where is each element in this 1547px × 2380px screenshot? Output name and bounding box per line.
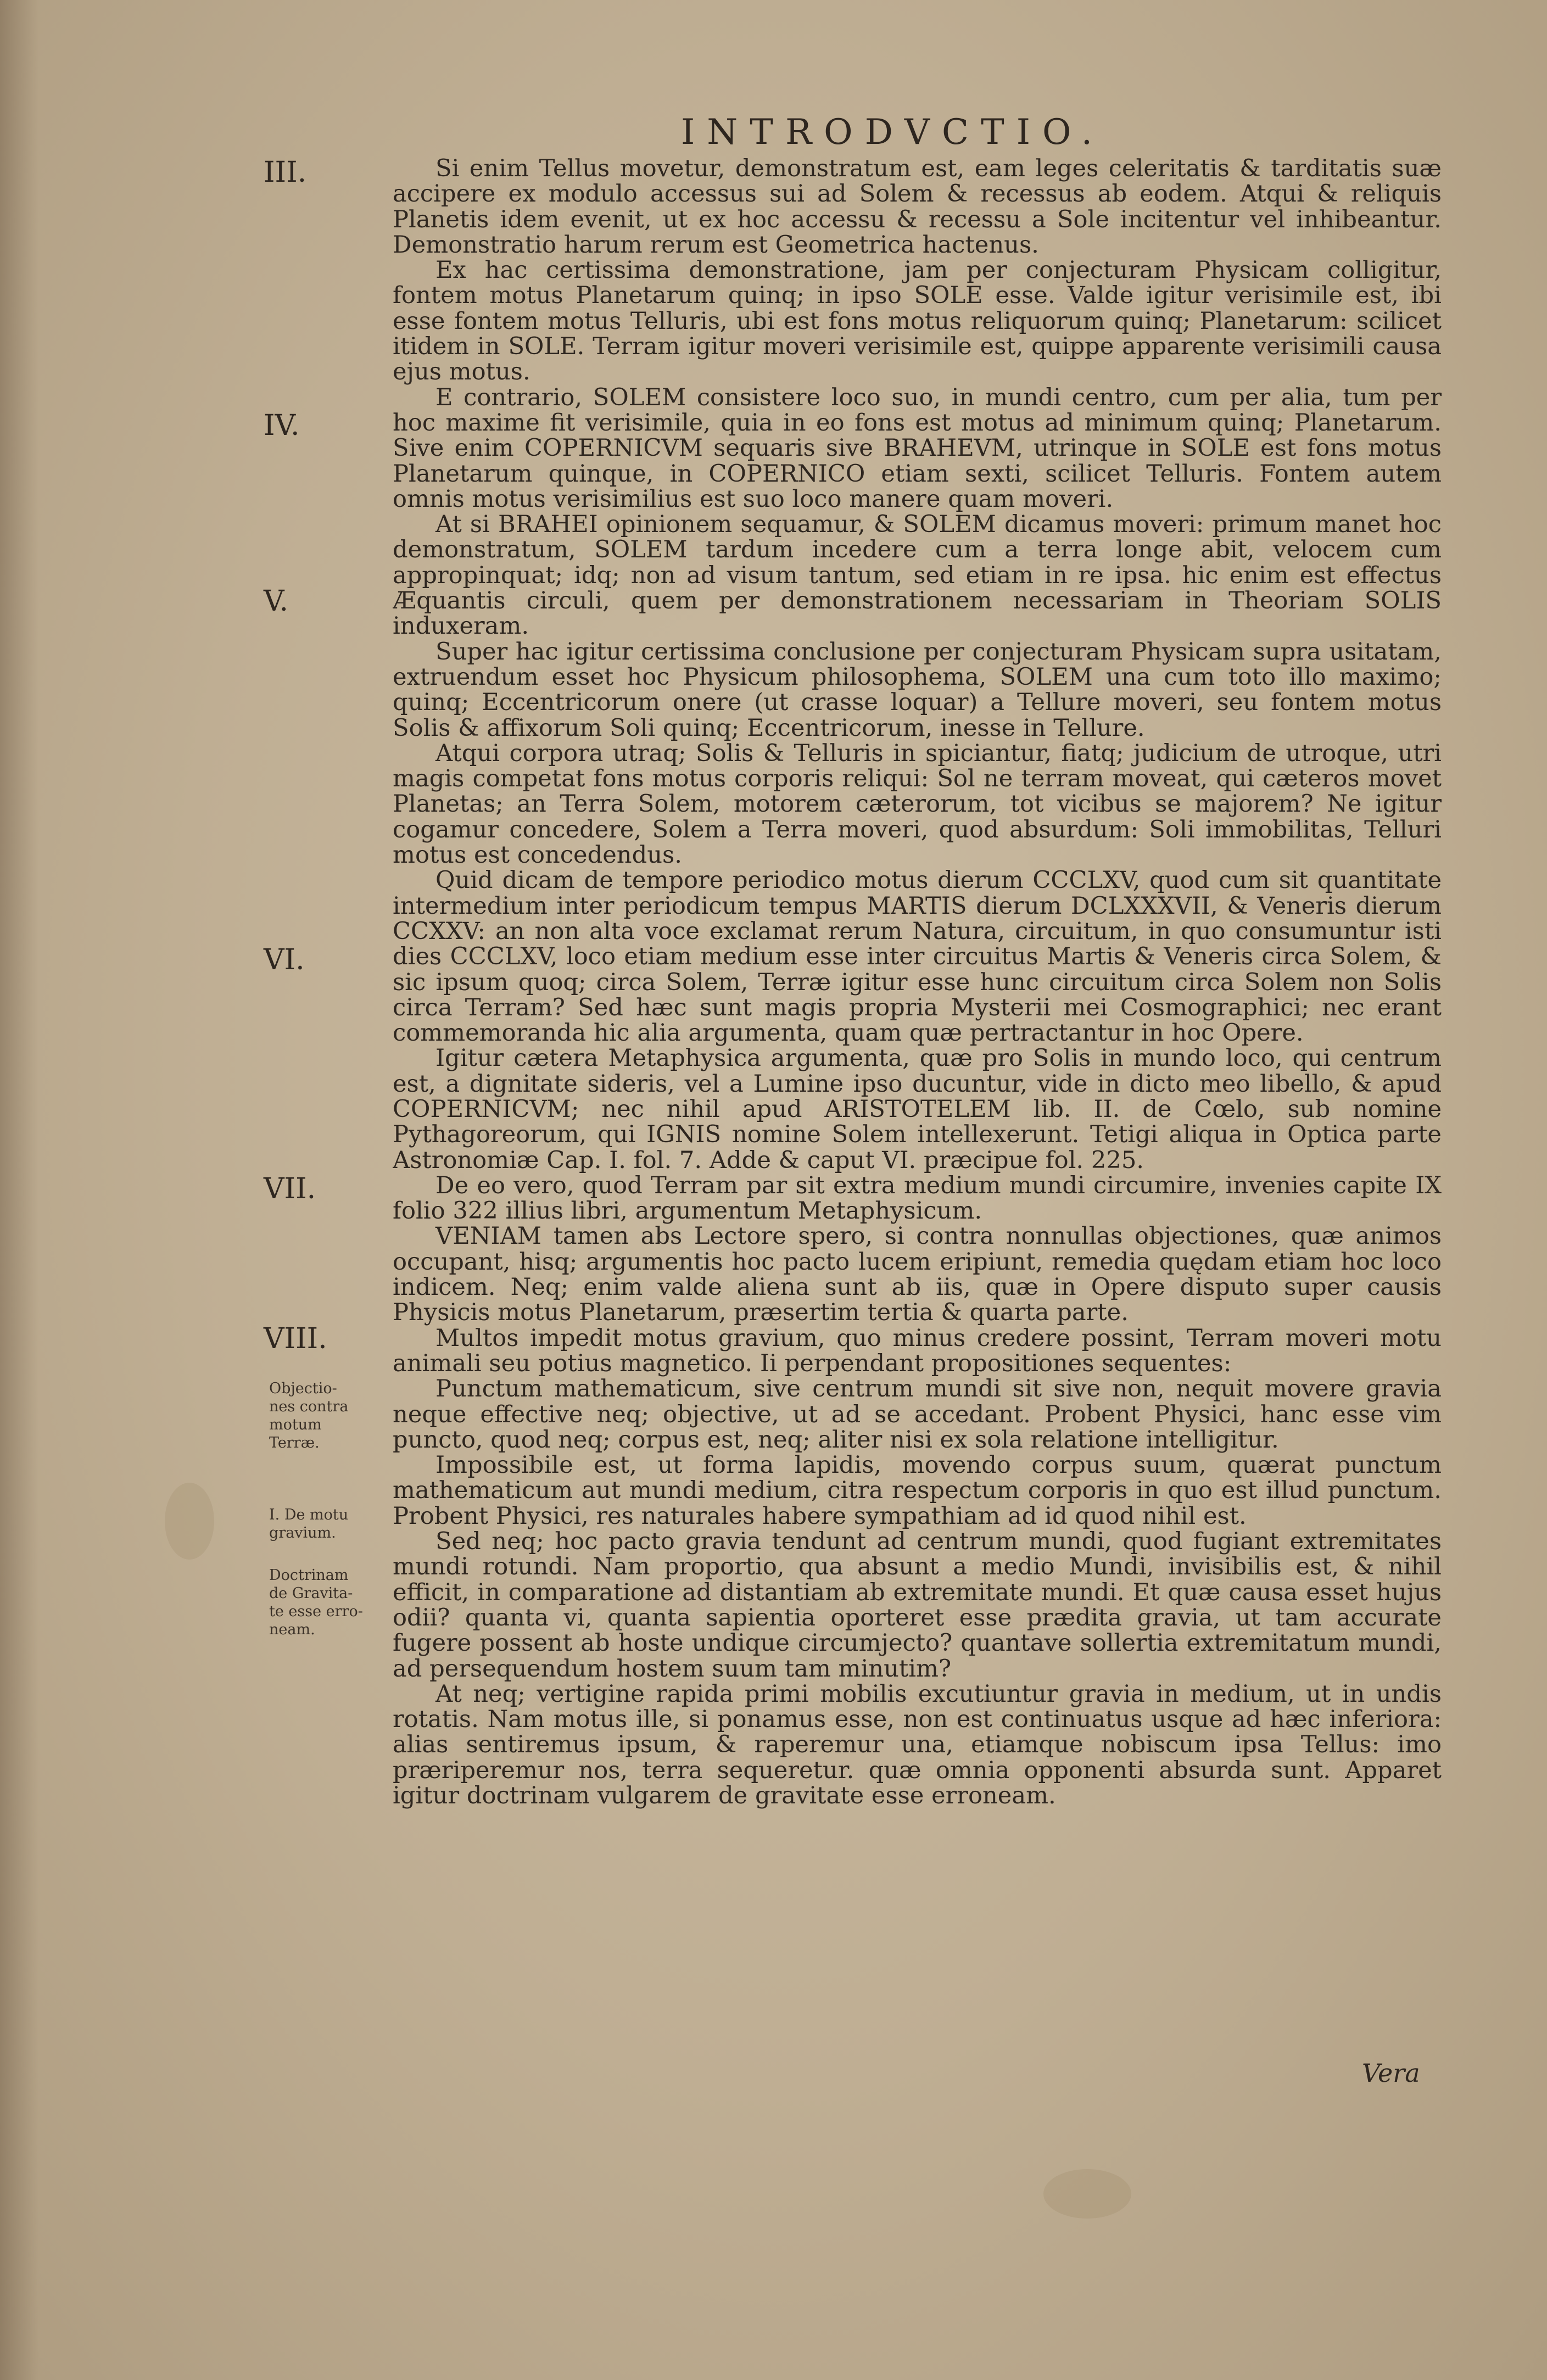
body-text bbox=[393, 156, 1442, 2067]
paragraph: De eo vero, quod Terram par sit extra medium mundi circumire, invenies capite IX folio 322 illius libri, argumentum Metaphysicum. bbox=[393, 1171, 1442, 1225]
margin-number-iii: III. bbox=[264, 156, 307, 189]
paragraph: Punctum mathematicum, sive centrum mundi sit sive non, nequit movere gravia neque effective neq; objective, ut ad se accedant. Probent Physici, hanc esse vim puncto, quod neq; corpus est, neq; aliter nisi ex sola relatione intelligitur. bbox=[393, 1375, 1442, 1454]
paper-stain bbox=[1043, 2169, 1131, 2219]
paragraph: Impossibile est, ut forma lapidis, movendo corpus suum, quærat punctum mathematicum aut mundi medium, citra respectum corporis in quo est illud punctum. Probent Physici, res naturales habere sympathiam ad id quod nihil est. bbox=[393, 1451, 1442, 1530]
margin-note-objectiones: Objectio- nes contra motum Terræ. bbox=[269, 1380, 349, 1451]
paragraph: Super hac igitur certissima conclusione per conjecturam Physicam supra usitatam, extruendum esset hoc Physicum philosophema, SOLEM una cum toto illo maximo; quinq; Eccentricorum onere (ut crasse loquar) a Tellure moveri, seu fontem motus Solis & affixorum Soli quinq; Eccentricorum, inesse in Tellure. bbox=[393, 638, 1442, 742]
running-header: INTRODVCTIO. bbox=[681, 112, 1105, 153]
paragraph: At neq; vertigine rapida primi mobilis excutiuntur gravia in medium, ut in undis rotatis. Nam motus ille, si ponamus esse, non est continuatus usque ad hæc inferiora: alias sentiremus ipsum, & raperemur una, etiamque nobiscum ipsa Tellus: imo præriperemur nos, terra sequeretur. quæ omnia opponenti absurda sunt. Apparet igitur doctrinam vulgarem de gravitate esse erroneam. bbox=[393, 1680, 1442, 1809]
page-edge-shadow bbox=[0, 0, 38, 2380]
margin-number-vii: VII. bbox=[264, 1172, 316, 1205]
catchword: Vera bbox=[1362, 2058, 1420, 2088]
paragraph: At si BRAHEI opinionem sequamur, & SOLEM dicamus moveri: primum manet hoc demonstratum, SOLEM tardum incedere cum a terra longe abit, velocem cum appropinquat; idq; non ad visum tantum, sed etiam in re ipsa. hic enim est effectus Æquantis circuli, quem per demonstrationem necessariam in Theoriam SOLIS induxeram. bbox=[393, 511, 1442, 640]
paper-stain bbox=[165, 1483, 214, 1560]
paragraph: Ex hac certissima demonstratione, jam per conjecturam Physicam colligitur, fontem motus Planetarum quinq; in ipso SOLE esse. Valde igitur verisimile est, ibi esse fontem motus Telluris, ubi est fons motus reliquorum quinq; Planetarum: scilicet itidem in SOLE. Terram igitur moveri verisimile est, quippe apparente verisimili causa ejus motus. bbox=[393, 256, 1442, 386]
margin-number-vi: VI. bbox=[264, 943, 305, 976]
margin-note-motu-gravium: I. De motu gravium. bbox=[269, 1506, 349, 1541]
paragraph: E contrario, SOLEM consistere loco suo, in mundi centro, cum per alia, tum per hoc maxime fit verisimile, quia in eo fons est motus ad minimum quinq; Planetarum. Sive enim COPERNICVM sequaris sive BRAHEVM, utrinque in SOLE est fons motus Planetarum quinque, in COPERNICO etiam sexti, scilicet Telluris. Fontem autem omnis motus verisimilius est suo loco manere quam moveri. bbox=[393, 383, 1442, 513]
margin-note-doctrinam: Doctrinam de Gravita- te esse erro- neam. bbox=[269, 1567, 363, 1638]
margin-number-v: V. bbox=[264, 585, 288, 618]
paragraph: Sed neq; hoc pacto gravia tendunt ad centrum mundi, quod fugiant extremitates mundi rotundi. Nam proportio, qua absunt a medio Mundi, invisibilis est, & nihil efficit, in comparatione ad distantiam ab extremitate mundi. Et quæ causa esset hujus odii? quanta vi, quanta sapientia oporteret esse prædita gravia, ut tam accurate fugere possent ab hoste undique circumjecto? quantave sollertia extremitatum mundi, ad persequendum hostem suum tam minutim? bbox=[393, 1528, 1442, 1683]
paragraph: Atqui corpora utraq; Solis & Telluris in spiciantur, fiatq; judicium de utroque, utri magis competat fons motus corporis reliqui: Sol ne terram moveat, qui cæteros movet Planetas; an Terra Solem, motorem cæterorum, tot vicibus se majorem? Ne igitur cogamur concedere, Solem a Terra moveri, quod absurdum: Soli immobilitas, Telluri motus est concedendus. bbox=[393, 739, 1442, 869]
paragraph: Quid dicam de tempore periodico motus dierum CCCLXV, quod cum sit quantitate intermedium inter periodicum tempus MARTIS dierum DCLXXXVII, & Veneris dierum CCXXV: an non alta voce exclamat rerum Natura, circuitum, in quo consumuntur isti dies CCCLXV, loco etiam medium esse inter circuitus Martis & Veneris circa Solem, & sic ipsum quoq; circa Solem, Terræ igitur esse hunc circuitum circa Solem non Solis circa Terram? Sed hæc sunt magis propria Mysterii mei Cosmographici; nec erant commemoranda hic alia argumenta, quam quæ pertractantur in hoc Opere. bbox=[393, 867, 1442, 1047]
paragraph: Multos impedit motus gravium, quo minus credere possint, Terram moveri motu animali seu potius magnetico. Ii perpendant propositiones sequentes: bbox=[393, 1324, 1442, 1377]
paragraph: Igitur cætera Metaphysica argumenta, quæ pro Solis in mundo loco, qui centrum est, a dignitate sideris, vel a Lumine ipso ducuntur, vide in dicto meo libello, & apud COPERNICVM; nec nihil apud ARISTOTELEM lib. II. de Cœlo, sub nomine Pythagoreorum, qui IGNIS nomine Solem intellexerunt. Tetigi aliqua in Optica parte Astronomiæ Cap. I. fol. 7. Adde & caput VI. præcipue fol. 225. bbox=[393, 1044, 1442, 1174]
paragraph: VENIAM tamen abs Lectore spero, si contra nonnullas objectiones, quæ animos occupant, hisq; argumentis hoc pacto lucem eripiunt, remedia quędam etiam hoc loco indicem. Neq; enim valde aliena sunt ab iis, quæ in Opere disputo super causis Physicis motus Planetarum, præsertim tertia & quarta parte. bbox=[393, 1222, 1442, 1327]
paragraph: Si enim Tellus movetur, demonstratum est, eam leges celeritatis & tarditatis suæ accipere ex modulo accessus sui ad Solem & recessus ab eodem. Atqui & reliquis Planetis idem evenit, ut ex hoc accessu & recessu a Sole incitentur vel inhibeantur. Demonstratio harum rerum est Geometrica hactenus. bbox=[393, 156, 1442, 259]
margin-number-viii: VIII. bbox=[264, 1322, 327, 1355]
margin-number-iv: IV. bbox=[264, 409, 300, 442]
